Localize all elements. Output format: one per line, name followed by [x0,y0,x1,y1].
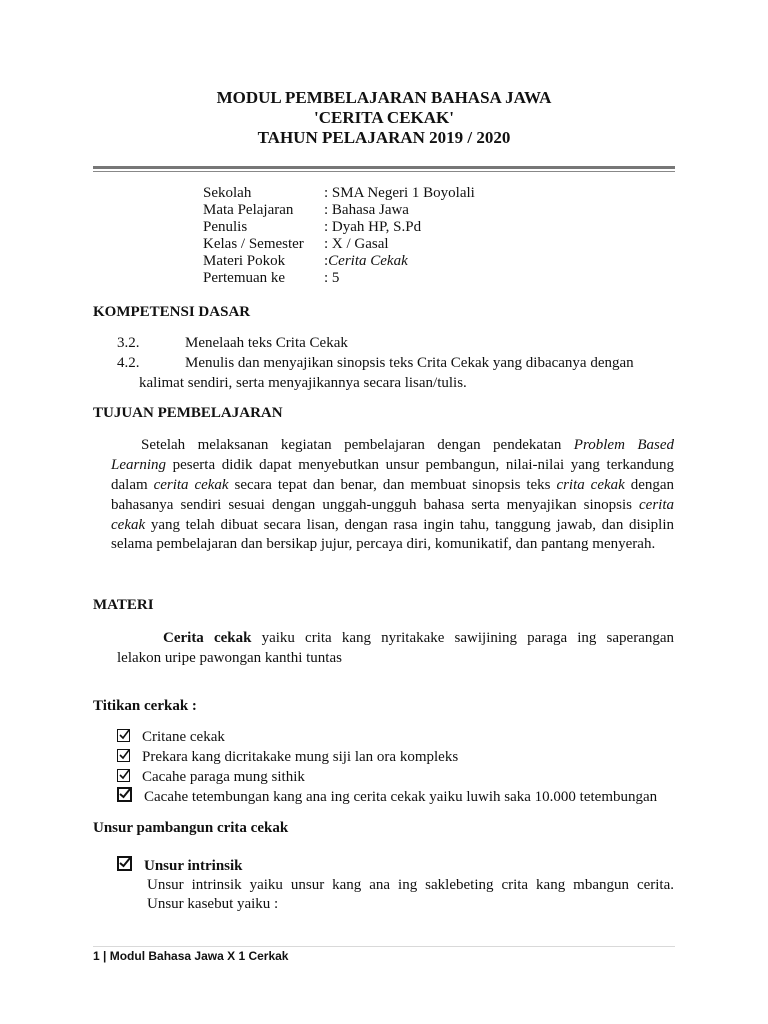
checkbox-checked-icon [117,856,132,871]
materi-heading: MATERI [93,597,154,613]
info-row-penulis [203,219,421,236]
document-title-line2: 'CERITA CEKAK' [314,108,454,127]
unsur-intrinsik-item [117,856,243,875]
footer-text: Modul Bahasa Jawa X 1 Cerkak [109,949,289,963]
materi-term: Cerita cekak [163,630,252,646]
kompetensi-text-continuation: kalimat sendiri, serta menyajikannya secara lisan/tulis. [139,375,467,391]
kompetensi-number: 4.2. [117,355,140,371]
paragraph-line: Setelah melaksanan kegiatan pembelajaran dengan pendekatan Problem Based [141,437,674,453]
document-title-line1: MODUL PEMBELAJARAN BAHASA JAWA [216,88,552,107]
info-row-pertemuan [203,270,339,287]
titikan-item: Cacahe tetembungan kang ana ing cerita cekak yaiku luwih saka 10.000 tetembungan [117,787,657,806]
checkbox-checked-icon [117,769,130,782]
info-value: : X / Gasal [324,236,389,252]
info-row-sekolah [203,185,475,202]
kompetensi-heading: KOMPETENSI DASAR [93,304,251,320]
info-row-kelas-semester [203,236,389,253]
unsur-intrinsik-description-line2: Unsur kasebut yaiku : [147,896,279,912]
info-value: : Dyah HP, S.Pd [324,219,422,235]
info-label: Pertemuan ke [203,270,286,286]
materi-definition-line: Cerita cekak yaiku crita kang nyritakake sawijining paraga ing saperangan [163,630,675,646]
info-row-mata-pelajaran [203,202,409,219]
paragraph-line: selama pembelajaran dan bersikap jujur, percaya diri, komunikatif, dan pantang menyerah. [111,536,656,552]
info-value: : SMA Negeri 1 Boyolali [324,185,475,201]
title-divider-thick [93,166,675,169]
paragraph-line: cekak yang telah dibuat secara lisan, dengan rasa ingin tahu, tanggung jawab, dan disiplin [111,517,675,533]
info-label: Penulis [203,219,248,235]
unsur-heading: Unsur pambangun crita cekak [93,820,289,836]
kompetensi-item [117,354,634,372]
titikan-item: Cacahe paraga mung sithik [117,768,305,786]
materi-definition-line: lelakon uripe pawongan kanthi tuntas [117,650,342,666]
titikan-item: Prekara kang dicritakake mung siji lan ora kompleks [117,748,458,766]
info-label: Kelas / Semester [203,236,304,252]
document-title-line3: TAHUN PELAJARAN 2019 / 2020 [257,128,511,147]
footer-separator: | [103,949,107,963]
footer-divider [93,946,675,947]
info-label: Sekolah [203,185,252,201]
kompetensi-text: Menulis dan menyajikan sinopsis teks Crita Cekak yang dibacanya dengan [185,355,634,371]
info-value: Cerita Cekak [328,253,408,269]
kompetensi-item [117,334,348,352]
kompetensi-number: 3.2. [117,335,140,351]
info-label: Mata Pelajaran [203,202,294,218]
info-value-prefix: : [324,253,329,269]
checkbox-checked-icon [117,749,130,762]
paragraph-line: bahasanya sendiri sesuai dengan unggah-ungguh bahasa serta menyajikan sinopsis cerita [111,497,674,513]
page-footer [93,948,288,964]
paragraph-line: dalam cerita cekak secara tepat dan benar, dan membuat sinopsis teks crita cekak dengan [111,477,675,493]
kompetensi-text: Menelaah teks Crita Cekak [185,335,348,351]
info-label: Materi Pokok [203,253,286,269]
checkbox-checked-icon [117,787,132,802]
tujuan-heading: TUJUAN PEMBELAJARAN [93,405,283,421]
title-divider-thin [93,171,675,172]
info-value: : 5 [324,270,340,286]
titikan-heading: Titikan cerkak : [93,698,197,714]
checkbox-checked-icon [117,729,130,742]
page-number: 1 [93,949,100,963]
unsur-intrinsik-description: Unsur intrinsik yaiku unsur kang ana ing saklebeting crita kang mbangun cerita. [147,877,674,893]
info-row-materi-pokok [203,253,408,270]
info-value: : Bahasa Jawa [324,202,409,218]
unsur-intrinsik-label: Unsur intrinsik [144,858,243,874]
titikan-item: Critane cekak [117,728,225,746]
paragraph-line: Learning peserta didik dapat menyebutkan unsur pembangun, nilai-nilai yang terkandung [111,457,675,473]
